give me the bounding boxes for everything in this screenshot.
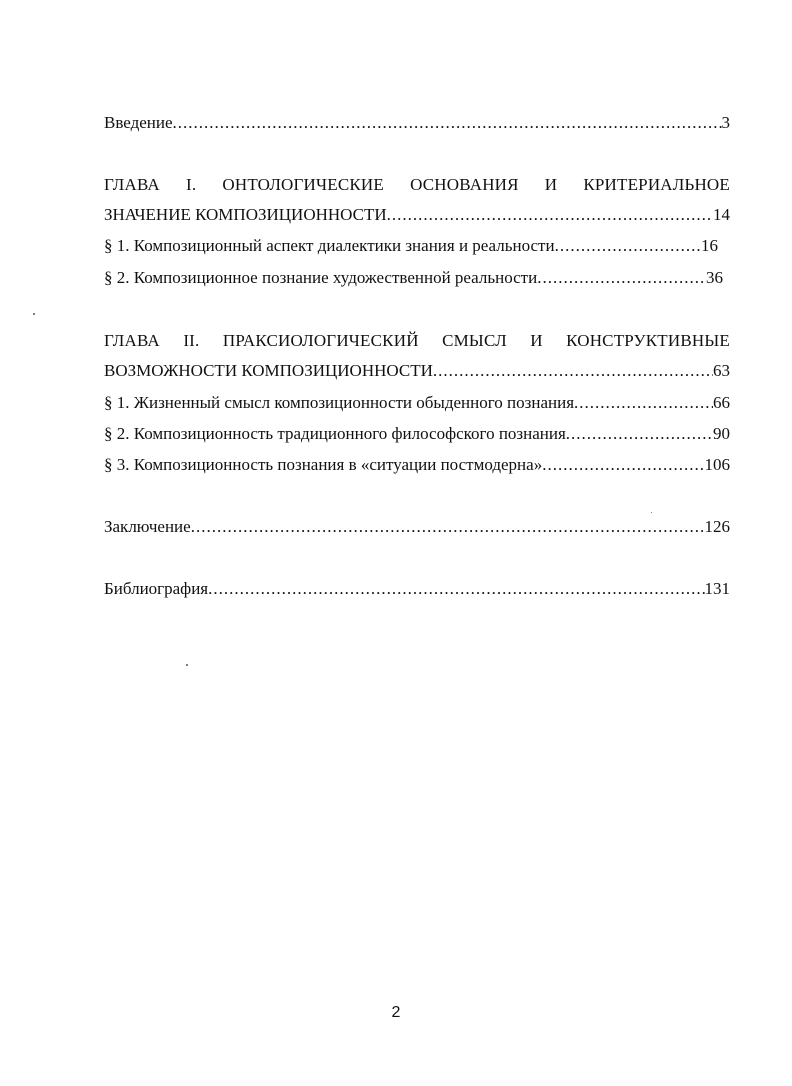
dot-leader bbox=[574, 392, 713, 414]
toc-entry-page: 126 bbox=[704, 517, 730, 536]
toc-entry-page: 66 bbox=[713, 393, 730, 412]
toc-entry-introduction bbox=[104, 112, 730, 134]
toc-entry-title: § 3. Композиционность познания в «ситуации постмодерна» bbox=[104, 455, 543, 474]
toc-entry-chapter-1 bbox=[104, 204, 730, 226]
toc-entry-page: 14 bbox=[713, 205, 730, 224]
dot-leader bbox=[566, 423, 713, 445]
toc-entry-page: 63 bbox=[713, 361, 730, 380]
toc-entry-conclusion bbox=[104, 516, 730, 538]
chapter-2-heading: ГЛАВА II. ПРАКСИОЛОГИЧЕСКИЙ СМЫСЛ И КОНСТРУКТИВНЫЕ bbox=[104, 331, 730, 350]
toc-entry-page: 16 bbox=[701, 236, 718, 255]
toc-entry-chapter-2 bbox=[104, 360, 730, 382]
toc-entry-title: § 2. Композиционность традиционного философского познания bbox=[104, 424, 566, 443]
toc-entry-page: 131 bbox=[704, 579, 730, 598]
chapter-1-heading: ГЛАВА I. ОНТОЛОГИЧЕСКИЕ ОСНОВАНИЯ И КРИТЕРИАЛЬНОЕ bbox=[104, 175, 730, 194]
dot-leader bbox=[173, 112, 722, 134]
toc-entry-title: Заключение bbox=[104, 517, 191, 536]
page-number: 2 bbox=[391, 1004, 401, 1021]
toc-entry-chapter-1-section-1 bbox=[104, 235, 718, 257]
toc-entry-page: 3 bbox=[721, 113, 730, 132]
toc-entry-chapter-2-section-3 bbox=[104, 454, 730, 476]
toc-entry-title: § 2. Композиционное познание художественной реальности bbox=[104, 268, 538, 287]
dot-leader bbox=[542, 454, 704, 476]
dot-leader bbox=[387, 204, 713, 226]
toc-entry-title: Введение bbox=[104, 113, 173, 132]
toc-entry-chapter-1-section-2 bbox=[104, 267, 723, 289]
dot-leader bbox=[433, 360, 713, 382]
toc-entry-title: § 1. Композиционный аспект диалектики знания и реальности bbox=[104, 236, 555, 255]
toc-entry-chapter-2-section-2 bbox=[104, 423, 730, 445]
toc-entry-page: 36 bbox=[706, 268, 723, 287]
dot-leader bbox=[537, 267, 706, 289]
toc-entry-page: 106 bbox=[704, 455, 730, 474]
dot-leader bbox=[555, 235, 701, 257]
toc-entry-title: Библиография bbox=[104, 579, 209, 598]
toc-entry-chapter-2-section-1 bbox=[104, 392, 730, 414]
toc-entry-page: 90 bbox=[713, 424, 730, 443]
scan-speck bbox=[186, 664, 188, 666]
dot-leader bbox=[191, 516, 705, 538]
toc-entry-title: ЗНАЧЕНИЕ КОМПОЗИЦИОННОСТИ bbox=[104, 205, 387, 224]
toc-entry-title: § 1. Жизненный смысл композиционности обыденного познания bbox=[104, 393, 575, 412]
scan-speck bbox=[33, 313, 35, 315]
dot-leader bbox=[208, 578, 704, 600]
toc-entry-title: ВОЗМОЖНОСТИ КОМПОЗИЦИОННОСТИ bbox=[104, 361, 433, 380]
toc-entry-bibliography bbox=[104, 578, 730, 600]
scan-speck bbox=[651, 512, 652, 513]
